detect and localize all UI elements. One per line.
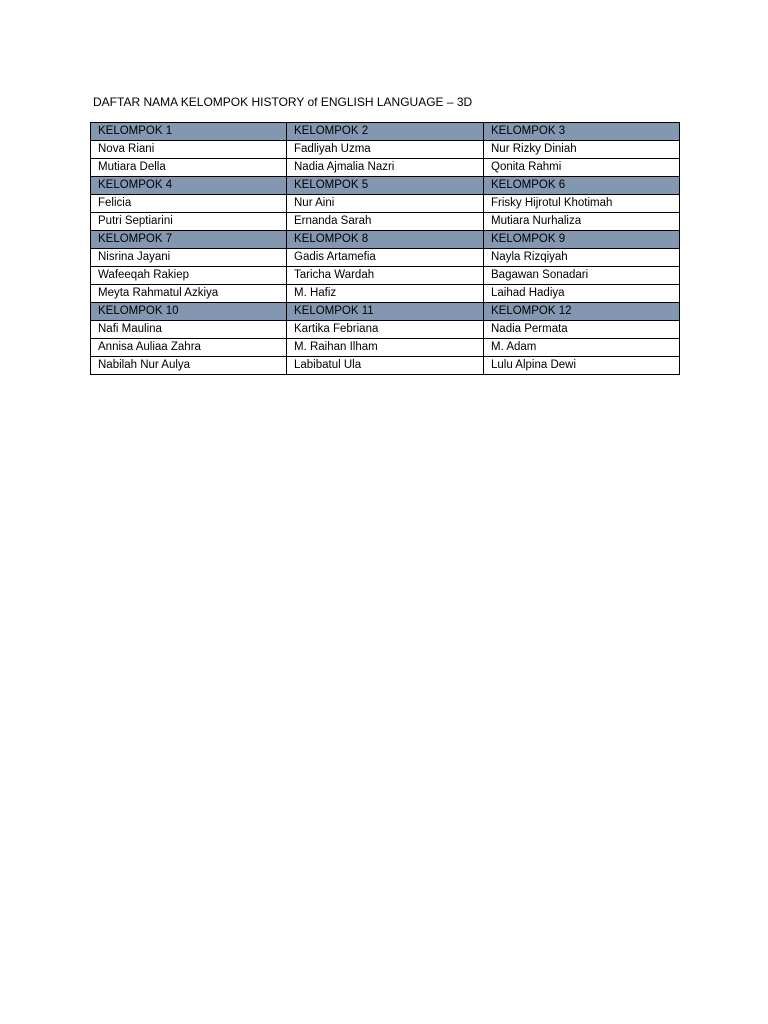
group-header-row	[91, 303, 680, 321]
member-name-cell: Nafi Maulina	[91, 321, 287, 339]
member-name-cell: Nur Aini	[287, 195, 484, 213]
member-name-cell: Laihad Hadiya	[484, 285, 680, 303]
group-header-row	[91, 123, 680, 141]
member-row	[91, 213, 680, 231]
group-header-cell: KELOMPOK 8	[287, 231, 484, 249]
member-row	[91, 285, 680, 303]
member-name-cell: Taricha Wardah	[287, 267, 484, 285]
member-name-cell: Labibatul Ula	[287, 357, 484, 375]
group-header-cell: KELOMPOK 5	[287, 177, 484, 195]
member-row	[91, 321, 680, 339]
member-name-cell: Nadia Permata	[484, 321, 680, 339]
member-row	[91, 267, 680, 285]
member-name-cell: Bagawan Sonadari	[484, 267, 680, 285]
member-row	[91, 339, 680, 357]
member-name-cell: Lulu Alpina Dewi	[484, 357, 680, 375]
page-title: DAFTAR NAMA KELOMPOK HISTORY of ENGLISH LANGUAGE – 3D	[93, 95, 473, 109]
member-name-cell: Fadliyah Uzma	[287, 141, 484, 159]
member-name-cell: Nadia Ajmalia Nazri	[287, 159, 484, 177]
group-header-cell: KELOMPOK 12	[484, 303, 680, 321]
group-header-cell: KELOMPOK 7	[91, 231, 287, 249]
group-header-cell: KELOMPOK 2	[287, 123, 484, 141]
group-header-cell: KELOMPOK 6	[484, 177, 680, 195]
group-header-cell: KELOMPOK 3	[484, 123, 680, 141]
group-header-cell: KELOMPOK 4	[91, 177, 287, 195]
member-name-cell: Felicia	[91, 195, 287, 213]
member-name-cell: Nur Rizky Diniah	[484, 141, 680, 159]
member-name-cell: Gadis Artamefia	[287, 249, 484, 267]
group-header-cell: KELOMPOK 9	[484, 231, 680, 249]
member-name-cell: Frisky Hijrotul Khotimah	[484, 195, 680, 213]
member-name-cell: Mutiara Della	[91, 159, 287, 177]
member-row	[91, 357, 680, 375]
member-name-cell: Nova Riani	[91, 141, 287, 159]
member-name-cell: Nabilah Nur Aulya	[91, 357, 287, 375]
group-header-cell: KELOMPOK 1	[91, 123, 287, 141]
member-row	[91, 141, 680, 159]
group-table	[90, 122, 680, 375]
member-name-cell: Nayla Rizqiyah	[484, 249, 680, 267]
member-row	[91, 195, 680, 213]
member-row	[91, 249, 680, 267]
group-table-body	[91, 123, 680, 375]
member-name-cell: Wafeeqah Rakiep	[91, 267, 287, 285]
member-name-cell: Mutiara Nurhaliza	[484, 213, 680, 231]
member-name-cell: M. Adam	[484, 339, 680, 357]
member-name-cell: M. Hafiz	[287, 285, 484, 303]
member-name-cell: Annisa Auliaa Zahra	[91, 339, 287, 357]
group-header-row	[91, 177, 680, 195]
member-name-cell: Ernanda Sarah	[287, 213, 484, 231]
group-header-cell: KELOMPOK 10	[91, 303, 287, 321]
member-name-cell: Meyta Rahmatul Azkiya	[91, 285, 287, 303]
member-row	[91, 159, 680, 177]
member-name-cell: Qonita Rahmi	[484, 159, 680, 177]
member-name-cell: Nisrina Jayani	[91, 249, 287, 267]
member-name-cell: M. Raihan Ilham	[287, 339, 484, 357]
group-header-cell: KELOMPOK 11	[287, 303, 484, 321]
member-name-cell: Putri Septiarini	[91, 213, 287, 231]
group-header-row	[91, 231, 680, 249]
member-name-cell: Kartika Febriana	[287, 321, 484, 339]
